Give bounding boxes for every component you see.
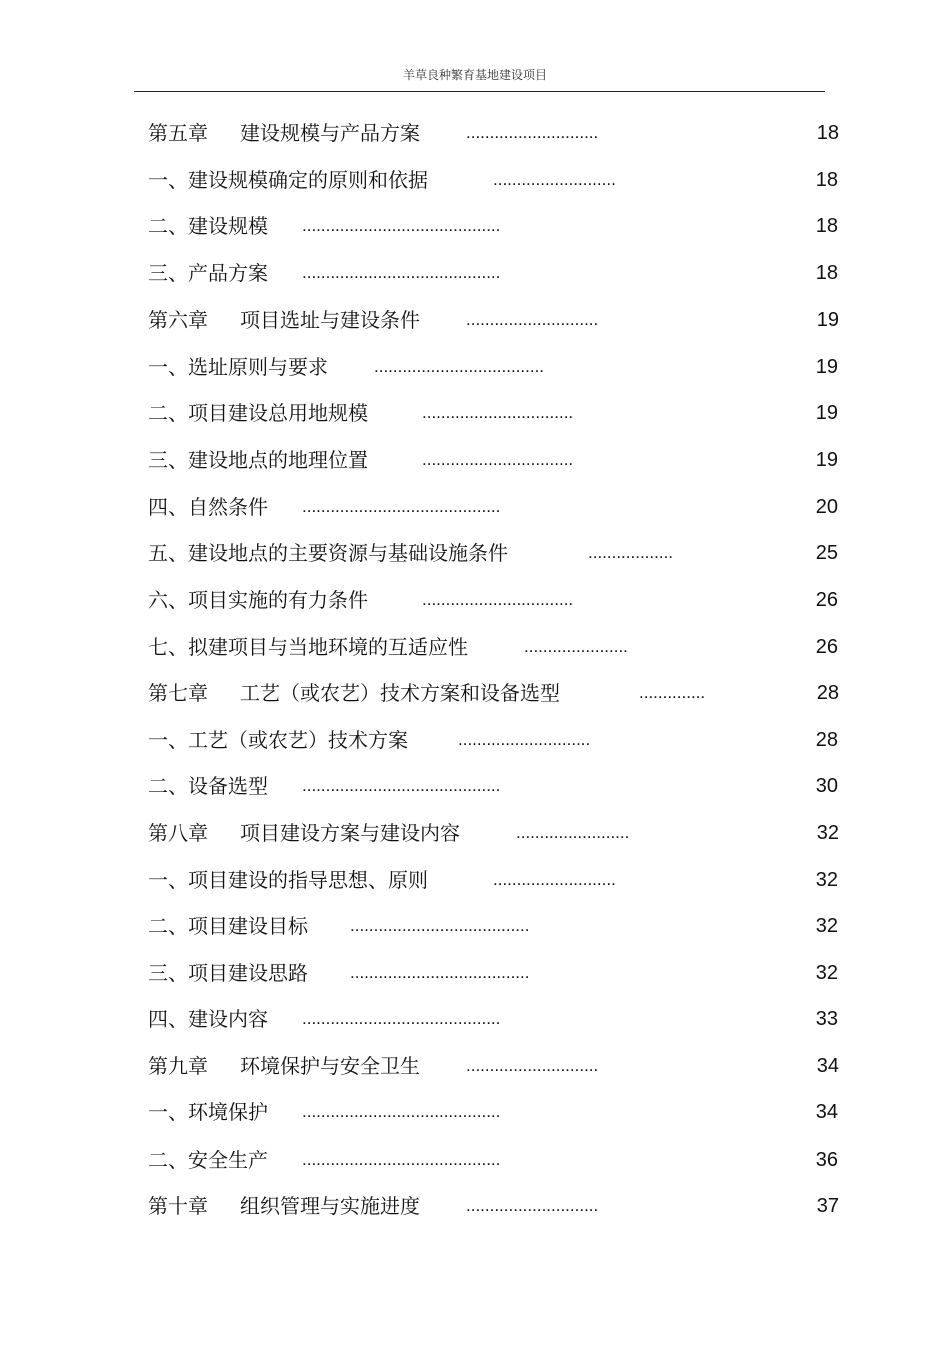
toc-chapter-number: 第八章 <box>148 821 208 845</box>
toc-page-number: 33 <box>815 1008 838 1030</box>
toc-section-entry <box>0 958 950 988</box>
toc-page-number: 19 <box>815 449 838 471</box>
toc-leader-dots: .................. <box>588 543 674 562</box>
toc-section-entry <box>0 911 950 941</box>
toc-leader-dots: ...................................... <box>350 916 530 935</box>
toc-leader-dots: .......................... <box>493 870 616 889</box>
toc-chapter-entry <box>0 1191 950 1221</box>
toc-page-number: 26 <box>815 589 838 611</box>
toc-page-number: 34 <box>816 1055 839 1077</box>
toc-page-number: 20 <box>815 496 838 518</box>
toc-entry-label <box>148 678 560 708</box>
toc-page-number: 28 <box>816 682 839 704</box>
toc-entry-label <box>148 492 268 522</box>
toc-page-number: 32 <box>815 962 838 984</box>
toc-leader-dots: .......................................... <box>302 1009 501 1028</box>
toc-leader-dots: ............................ <box>466 1056 599 1075</box>
toc-section-entry <box>0 771 950 801</box>
toc-section-entry <box>0 632 950 662</box>
toc-entry-label <box>148 632 468 662</box>
toc-leader-dots: .............. <box>639 683 706 702</box>
toc-page-number: 34 <box>815 1101 838 1123</box>
toc-entry-label <box>148 771 268 801</box>
toc-section-entry <box>0 352 950 382</box>
toc-entry-label <box>148 165 428 195</box>
toc-entry-title: 三、建设地点的地理位置 <box>148 448 368 472</box>
toc-entry-title: 工艺（或农艺）技术方案和设备选型 <box>240 681 560 705</box>
toc-leader-dots: .......................................... <box>302 1150 501 1169</box>
toc-page-number: 19 <box>816 309 839 331</box>
toc-chapter-number: 第五章 <box>148 121 208 145</box>
toc-entry-title: 六、项目实施的有力条件 <box>148 588 368 612</box>
toc-entry-title: 一、建设规模确定的原则和依据 <box>148 168 428 192</box>
toc-page-number: 18 <box>815 215 838 237</box>
toc-page-number: 36 <box>815 1149 838 1171</box>
toc-leader-dots: .................................... <box>374 357 545 376</box>
toc-leader-dots: ............................ <box>466 310 599 329</box>
toc-section-entry <box>0 725 950 755</box>
toc-entry-label <box>148 305 420 335</box>
toc-entry-title: 七、拟建项目与当地环境的互适应性 <box>148 635 468 659</box>
toc-section-entry <box>0 492 950 522</box>
toc-entry-label <box>148 398 368 428</box>
toc-entry-label <box>148 118 420 148</box>
toc-leader-dots: .......................................... <box>302 1102 501 1121</box>
toc-chapter-entry <box>0 678 950 708</box>
toc-entry-title: 二、建设规模 <box>148 214 268 238</box>
toc-entry-label <box>148 911 308 941</box>
running-header-title: 羊草良种繁育基地建设项目 <box>402 68 547 82</box>
toc-entry-label <box>148 258 268 288</box>
toc-section-entry <box>0 585 950 615</box>
toc-leader-dots: ............................ <box>458 730 591 749</box>
toc-entry-title: 二、安全生产 <box>148 1148 268 1172</box>
toc-entry-title: 三、项目建设思路 <box>148 961 308 985</box>
toc-entry-title: 二、设备选型 <box>148 774 268 798</box>
toc-entry-label <box>148 538 508 568</box>
toc-section-entry <box>0 211 950 241</box>
toc-page-number: 18 <box>816 122 839 144</box>
toc-section-entry <box>0 865 950 895</box>
toc-section-entry <box>0 1097 950 1127</box>
toc-leader-dots: .......................................... <box>302 216 501 235</box>
toc-entry-title: 一、选址原则与要求 <box>148 355 328 379</box>
toc-entry-title: 二、项目建设总用地规模 <box>148 401 368 425</box>
toc-section-entry <box>0 1004 950 1034</box>
toc-section-entry <box>0 398 950 428</box>
toc-entry-title: 项目建设方案与建设内容 <box>240 821 460 845</box>
toc-entry-title: 五、建设地点的主要资源与基础设施条件 <box>148 541 508 565</box>
toc-chapter-entry <box>0 118 950 148</box>
toc-leader-dots: ................................ <box>422 450 574 469</box>
toc-entry-title: 项目选址与建设条件 <box>240 308 420 332</box>
toc-page-number: 18 <box>815 262 838 284</box>
toc-page-number: 32 <box>815 869 838 891</box>
toc-entry-title: 一、环境保护 <box>148 1100 268 1124</box>
toc-entry-label <box>148 1051 420 1081</box>
toc-section-entry <box>0 165 950 195</box>
toc-chapter-number: 第十章 <box>148 1194 208 1218</box>
toc-section-entry <box>0 538 950 568</box>
toc-section-entry <box>0 258 950 288</box>
toc-entry-label <box>148 585 368 615</box>
toc-page-number: 32 <box>816 822 839 844</box>
toc-entry-label <box>148 818 460 848</box>
toc-entry-label <box>148 1191 420 1221</box>
toc-page-number: 32 <box>815 915 838 937</box>
toc-leader-dots: ................................ <box>422 403 574 422</box>
toc-entry-label <box>148 211 268 241</box>
toc-page-number: 19 <box>815 356 838 378</box>
toc-chapter-number: 第九章 <box>148 1054 208 1078</box>
toc-leader-dots: ............................ <box>466 123 599 142</box>
toc-leader-dots: .......................................... <box>302 263 501 282</box>
toc-entry-label <box>148 1145 268 1175</box>
toc-page-number: 18 <box>815 169 838 191</box>
toc-entry-title: 一、项目建设的指导思想、原则 <box>148 868 428 892</box>
toc-entry-title: 建设规模与产品方案 <box>240 121 420 145</box>
toc-chapter-entry <box>0 818 950 848</box>
toc-page-number: 26 <box>815 636 838 658</box>
toc-entry-title: 四、建设内容 <box>148 1007 268 1031</box>
toc-leader-dots: ................................ <box>422 590 574 609</box>
toc-entry-label <box>148 1097 268 1127</box>
toc-chapter-number: 第六章 <box>148 308 208 332</box>
toc-leader-dots: ...................................... <box>350 963 530 982</box>
toc-entry-title: 四、自然条件 <box>148 495 268 519</box>
toc-leader-dots: ........................ <box>516 823 630 842</box>
toc-entry-title: 二、项目建设目标 <box>148 914 308 938</box>
toc-section-entry <box>0 445 950 475</box>
toc-leader-dots: ...................... <box>524 637 628 656</box>
toc-page-number: 37 <box>816 1195 839 1217</box>
toc-entry-label <box>148 1004 268 1034</box>
toc-entry-label <box>148 958 308 988</box>
toc-chapter-number: 第七章 <box>148 681 208 705</box>
toc-chapter-entry <box>0 1051 950 1081</box>
toc-leader-dots: .......................................... <box>302 497 501 516</box>
toc-leader-dots: .......................................... <box>302 776 501 795</box>
toc-entry-label <box>148 725 408 755</box>
toc-page-number: 19 <box>815 402 838 424</box>
toc-page-number: 28 <box>815 729 838 751</box>
toc-entry-label <box>148 865 428 895</box>
toc-section-entry <box>0 1145 950 1175</box>
toc-entry-title: 一、工艺（或农艺）技术方案 <box>148 728 408 752</box>
toc-entry-title: 三、产品方案 <box>148 261 268 285</box>
toc-page-number: 30 <box>815 775 838 797</box>
toc-entry-label <box>148 352 328 382</box>
toc-entry-title: 环境保护与安全卫生 <box>240 1054 420 1078</box>
toc-chapter-entry <box>0 305 950 335</box>
toc-entry-label <box>148 445 368 475</box>
toc-leader-dots: ............................ <box>466 1196 599 1215</box>
toc-page-number: 25 <box>815 542 838 564</box>
toc-entry-title: 组织管理与实施进度 <box>240 1194 420 1218</box>
toc-leader-dots: .......................... <box>493 170 616 189</box>
